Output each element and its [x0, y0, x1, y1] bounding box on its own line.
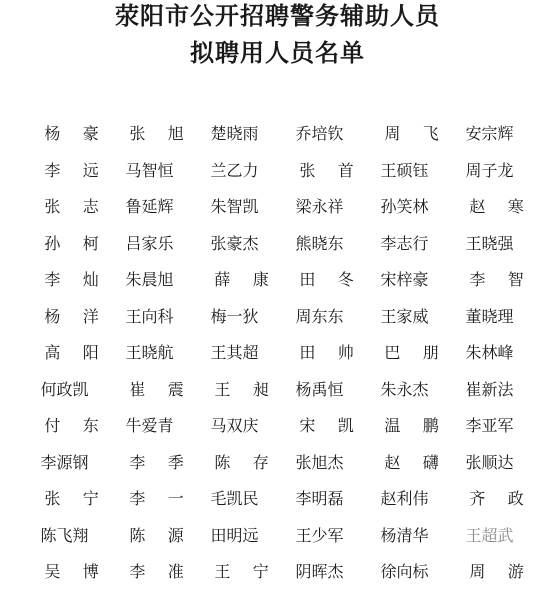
name-row: [22, 299, 532, 336]
person-name: 马智恒: [125, 160, 174, 180]
person-name: 李一: [129, 489, 207, 509]
name-row: [22, 554, 547, 591]
person-name: 兰乙力: [210, 160, 259, 180]
person-name: 李远: [44, 160, 122, 180]
person-name: 陈飞翔: [40, 525, 89, 545]
person-name: 朱智凯: [210, 197, 259, 217]
person-name: 田冬: [299, 270, 377, 290]
person-name: 张宁: [44, 489, 122, 509]
document-title: 荥阳市公开招聘警务辅助人员: [115, 1, 440, 30]
person-name: 朱永杰: [380, 379, 429, 399]
person-name: 王昶: [214, 379, 292, 399]
person-name: 马双庆: [210, 416, 259, 436]
person-name: 王向科: [125, 306, 174, 326]
person-name: 李季: [129, 452, 207, 472]
person-name: 何政凯: [40, 379, 89, 399]
person-name: 温鹏: [384, 416, 462, 436]
person-name: 王其超: [210, 343, 259, 363]
name-row: [22, 335, 532, 372]
person-name: 李灿: [44, 270, 122, 290]
person-name: 周子龙: [465, 160, 514, 180]
person-name: 阴晖杰: [295, 562, 344, 582]
person-name: 周东东: [295, 306, 344, 326]
person-name: 王超武: [465, 525, 514, 545]
name-list: [22, 116, 547, 591]
person-name: 巴朋: [384, 343, 462, 363]
person-name: 杨清华: [380, 525, 429, 545]
person-name: 朱晨旭: [125, 270, 174, 290]
person-name: 田明远: [210, 525, 259, 545]
person-name: 王硕钰: [380, 160, 429, 180]
person-name: 孙柯: [44, 233, 122, 253]
person-name: 王少军: [295, 525, 344, 545]
person-name: 齐政: [469, 489, 547, 509]
person-name: 李源钢: [40, 452, 89, 472]
person-name: 张首: [299, 160, 377, 180]
person-name: 陈存: [214, 452, 292, 472]
person-name: 薛康: [214, 270, 292, 290]
person-name: 牛爱青: [125, 416, 174, 436]
person-name: 楚晓雨: [210, 124, 259, 144]
person-name: 宋凯: [299, 416, 377, 436]
name-row: [22, 408, 532, 445]
person-name: 赵利伟: [380, 489, 429, 509]
name-row: [22, 372, 532, 409]
person-name: 张旭杰: [295, 452, 344, 472]
person-name: 李智: [469, 270, 547, 290]
person-name: 高阳: [44, 343, 122, 363]
name-row: [22, 262, 547, 299]
person-name: 李明磊: [295, 489, 344, 509]
person-name: 王宁: [214, 562, 292, 582]
name-row: [22, 116, 532, 153]
person-name: 崔震: [129, 379, 207, 399]
person-name: 陈源: [129, 525, 207, 545]
person-name: 董晓理: [465, 306, 514, 326]
person-name: 王晓强: [465, 233, 514, 253]
person-name: 杨豪: [44, 124, 122, 144]
person-name: 熊晓东: [295, 233, 344, 253]
name-row: [22, 518, 532, 555]
name-row: [22, 226, 532, 263]
person-name: 朱林峰: [465, 343, 514, 363]
document-subtitle: 拟聘用人员名单: [190, 38, 365, 67]
person-name: 安宗辉: [465, 124, 514, 144]
person-name: 王晓航: [125, 343, 174, 363]
person-name: 徐向标: [380, 562, 429, 582]
person-name: 王家威: [380, 306, 429, 326]
person-name: 鲁延辉: [125, 197, 174, 217]
person-name: 吕家乐: [125, 233, 174, 253]
name-row: [22, 481, 547, 518]
person-name: 李准: [129, 562, 207, 582]
person-name: 梅一狄: [210, 306, 259, 326]
person-name: 张豪杰: [210, 233, 259, 253]
person-name: 赵礴: [384, 452, 462, 472]
person-name: 李亚军: [465, 416, 514, 436]
person-name: 梁永祥: [295, 197, 344, 217]
person-name: 田帅: [299, 343, 377, 363]
person-name: 周飞: [384, 124, 462, 144]
name-row: [22, 189, 547, 226]
person-name: 赵寒: [469, 197, 547, 217]
person-name: 孙笑林: [380, 197, 429, 217]
name-row: [22, 445, 532, 482]
person-name: 吴博: [44, 562, 122, 582]
person-name: 周游: [469, 562, 547, 582]
person-name: 张志: [44, 197, 122, 217]
person-name: 宋梓豪: [380, 270, 429, 290]
name-row: [22, 153, 532, 190]
person-name: 李志行: [380, 233, 429, 253]
person-name: 杨洋: [44, 306, 122, 326]
person-name: 张顺达: [465, 452, 514, 472]
person-name: 付东: [44, 416, 122, 436]
person-name: 乔培钦: [295, 124, 344, 144]
person-name: 崔新法: [465, 379, 514, 399]
person-name: 毛凯民: [210, 489, 259, 509]
person-name: 张旭: [129, 124, 207, 144]
person-name: 杨禹恒: [295, 379, 344, 399]
